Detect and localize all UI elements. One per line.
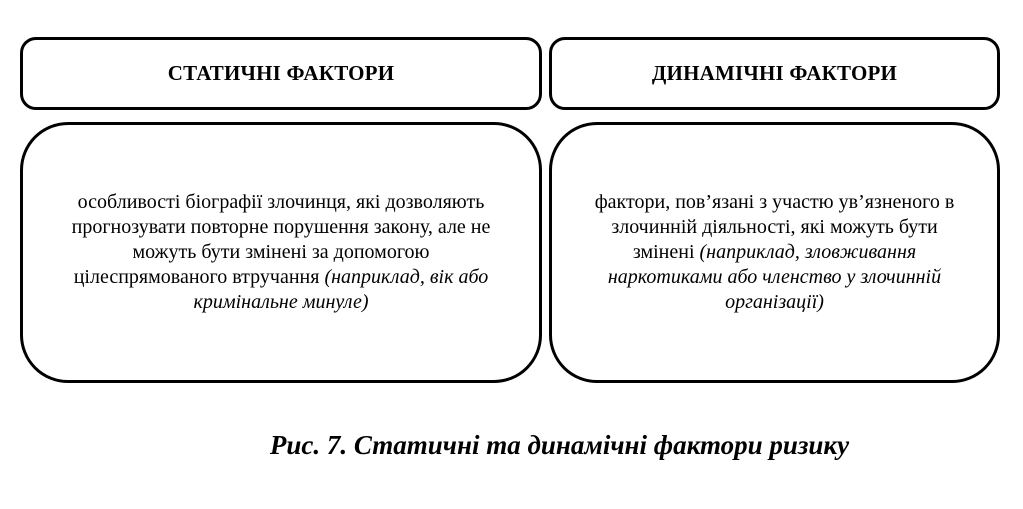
dynamic-factors-body: [549, 122, 1000, 383]
dynamic-factors-title: ДИНАМІЧНІ ФАКТОРИ: [651, 61, 898, 85]
static-factors-title: СТАТИЧНІ ФАКТОРИ: [167, 61, 395, 85]
dynamic-factors-header: [549, 37, 1000, 110]
static-factors-description: особливості біографії злочинця, які дозволяють прогнозувати повторне порушення закону, але не можуть бути змінені за допомогою цілеспрямованого втручання: [71, 191, 491, 288]
static-factors-example: (наприклад, вік або кримінальне минуле): [193, 266, 489, 313]
static-factors-text: [57, 190, 505, 315]
dynamic-factors-example: (наприклад, зловживання наркотиками або членство у злочинній організації): [607, 241, 942, 313]
figure-caption: Рис. 7. Статичні та динамічні фактори ризику: [269, 430, 850, 460]
static-factors-header: [20, 37, 542, 110]
dynamic-factors-text: [586, 190, 963, 315]
dynamic-factors-description: фактори, пов’язані з участю ув’язненого в злочинній діяльності, які можуть бути змінені: [594, 191, 955, 263]
static-factors-body: [20, 122, 542, 383]
